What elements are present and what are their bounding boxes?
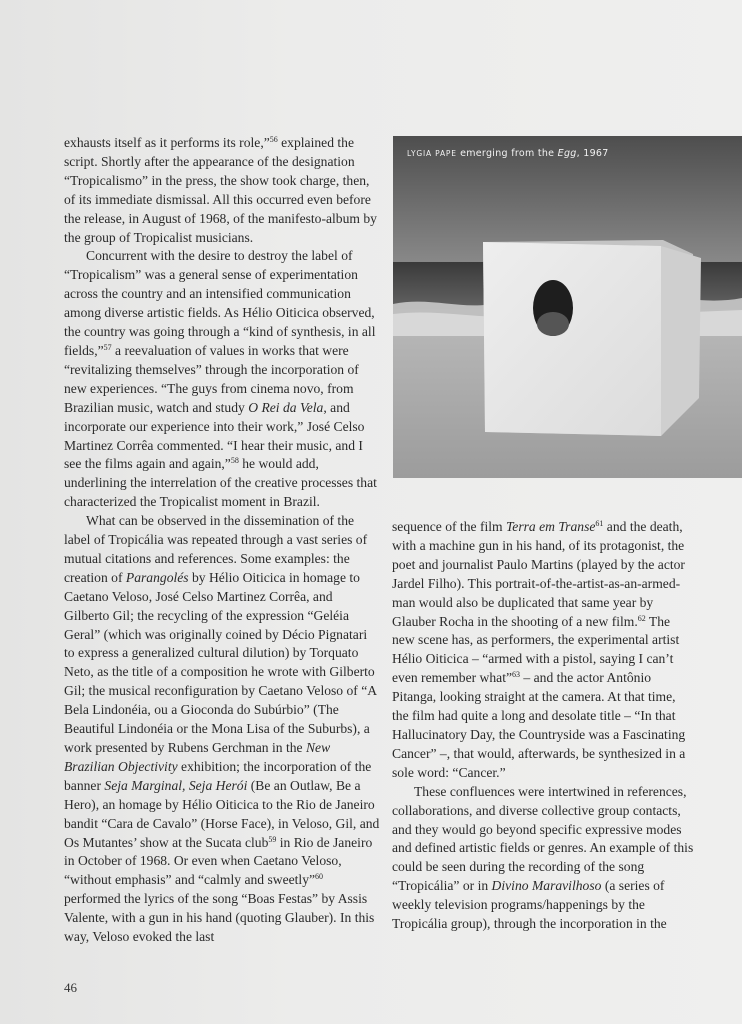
footnote-ref: 57 [103, 342, 112, 352]
paragraph: These confluences were intertwined in references, collaborations, and diverse collective group contacts, and they would go beyond specific expressive modes and defined artistic fields or genres. An example of this could be seen during the recording of the song “Tropicália” or in Divino Maravilhoso (a series of weekly television programs/happenings by the Tropicália group), through the incorporation in the [392, 783, 694, 932]
footnote-ref: 56 [269, 135, 278, 144]
footnote-ref: 63 [512, 670, 521, 680]
footnote-ref: 60 [315, 872, 324, 882]
paragraph: exhausts itself as it performs its role,”$^{56}$ explained the script. Shortly after the appearance of the designation “Tropicalismo” in the press, the show took charge, then, of its immediate dismissal. All this occurred even before the release, in August of 1968, of the manifesto-album by the group of Tropicalist musicians. [64, 135, 377, 245]
egg-photograph [393, 136, 742, 478]
page-number: 46 [64, 980, 77, 995]
right-column [392, 518, 694, 934]
footnote-ref: 62 [637, 613, 646, 623]
left-column [64, 134, 380, 947]
paragraph: What can be observed in the dissemination of the label of Tropicália was repeated through a vast series of mutual citations and references. Some examples: the creation of Parangolés by Hélio Oiticica in homage to Caetano Veloso, José Celso Martinez Corrêa, and Gilberto Gil; the recycling of the expression “Geléia Geral” (which was originally coined by Décio Pignatari to express a generalized cultural dilution) by Torquato Neto, as the title of a composition he wrote with Gilberto Gil; the musical reconfiguration by Caetano Veloso of “A Bela Lindonéia, ou a Gioconda do Subúrbio” (The Beautiful Lindonéia or the Mona Lisa of the Suburbs), a work presented by Rubens Gerchman in the New Brazilian Objectivity exhibition; the incorporation of the banner Seja Marginal, Seja Herói (Be an Outlaw, Be a Hero), an homage by Hélio Oiticica to the Rio de Janeiro bandit “Cara de Cavalo” (Horse Face), in Veloso, Gil, and Os Mutantes’ show at the Sucata club$^{59}$ in Rio de Janeiro in October of 1968. Or even when Caetano Veloso, “without emphasis” and “calmly and sweetly”$^{60}$ performed the lyrics of the song “Boas Festas” by Assis Valente, with a gun in his hand (quoting Glauber). In this way, Veloso evoked the last [64, 513, 380, 945]
footnote-ref: 59 [268, 834, 277, 844]
footnote-ref: 58 [230, 456, 239, 466]
footnote-ref: 61 [595, 519, 604, 528]
paragraph: Concurrent with the desire to destroy the label of “Tropicalism” was a general sense of experimentation across the country and an intensified communication among diverse artistic fields. As Hélio Oiticica observed, the country was going through a “kind of synthesis, in all fields,”$^{57}$ a reevaluation of values in works that were “revitalizing themselves” through the incorporation of new experiences. “The guys from cinema novo, from Brazilian music, watch and study O Rei da Vela, and incorporate our experience into their work,” José Celso Martinez Corrêa commented. “I hear their music, and I see the films again and again,”$^{58}$ he would add, underlining the interrelation of the creative processes that characterized the Tropicalist moment in Brazil. [64, 248, 377, 510]
photo-image [393, 136, 742, 478]
photo-caption: LYGIA PAPE emerging from the Egg, 1967 [407, 148, 609, 159]
paragraph: sequence of the film Terra em Transe$^{61}$ and the death, with a machine gun in his hand, of its protagonist, the poet and journalist Paulo Martins (played by the actor Jardel Filho). This portrait-of-the-artist-as-an-armed-man would also be duplicated that same year by Glauber Rocha in the shooting of a new film.$^{62}$ The new scene has, as performers, the experimental artist Hélio Oiticica – “armed with a pistol, saying I can’t even remember what”$^{63}$ – and the actor Antônio Pitanga, looking straight at the camera. At that time, the film had quite a long and desolate title – “In that Hallucinatory Day, the Countryside was a Fascinating Cancer” –, that would, afterwards, be synthesized in a sole word: “Cancer.” [392, 519, 686, 780]
